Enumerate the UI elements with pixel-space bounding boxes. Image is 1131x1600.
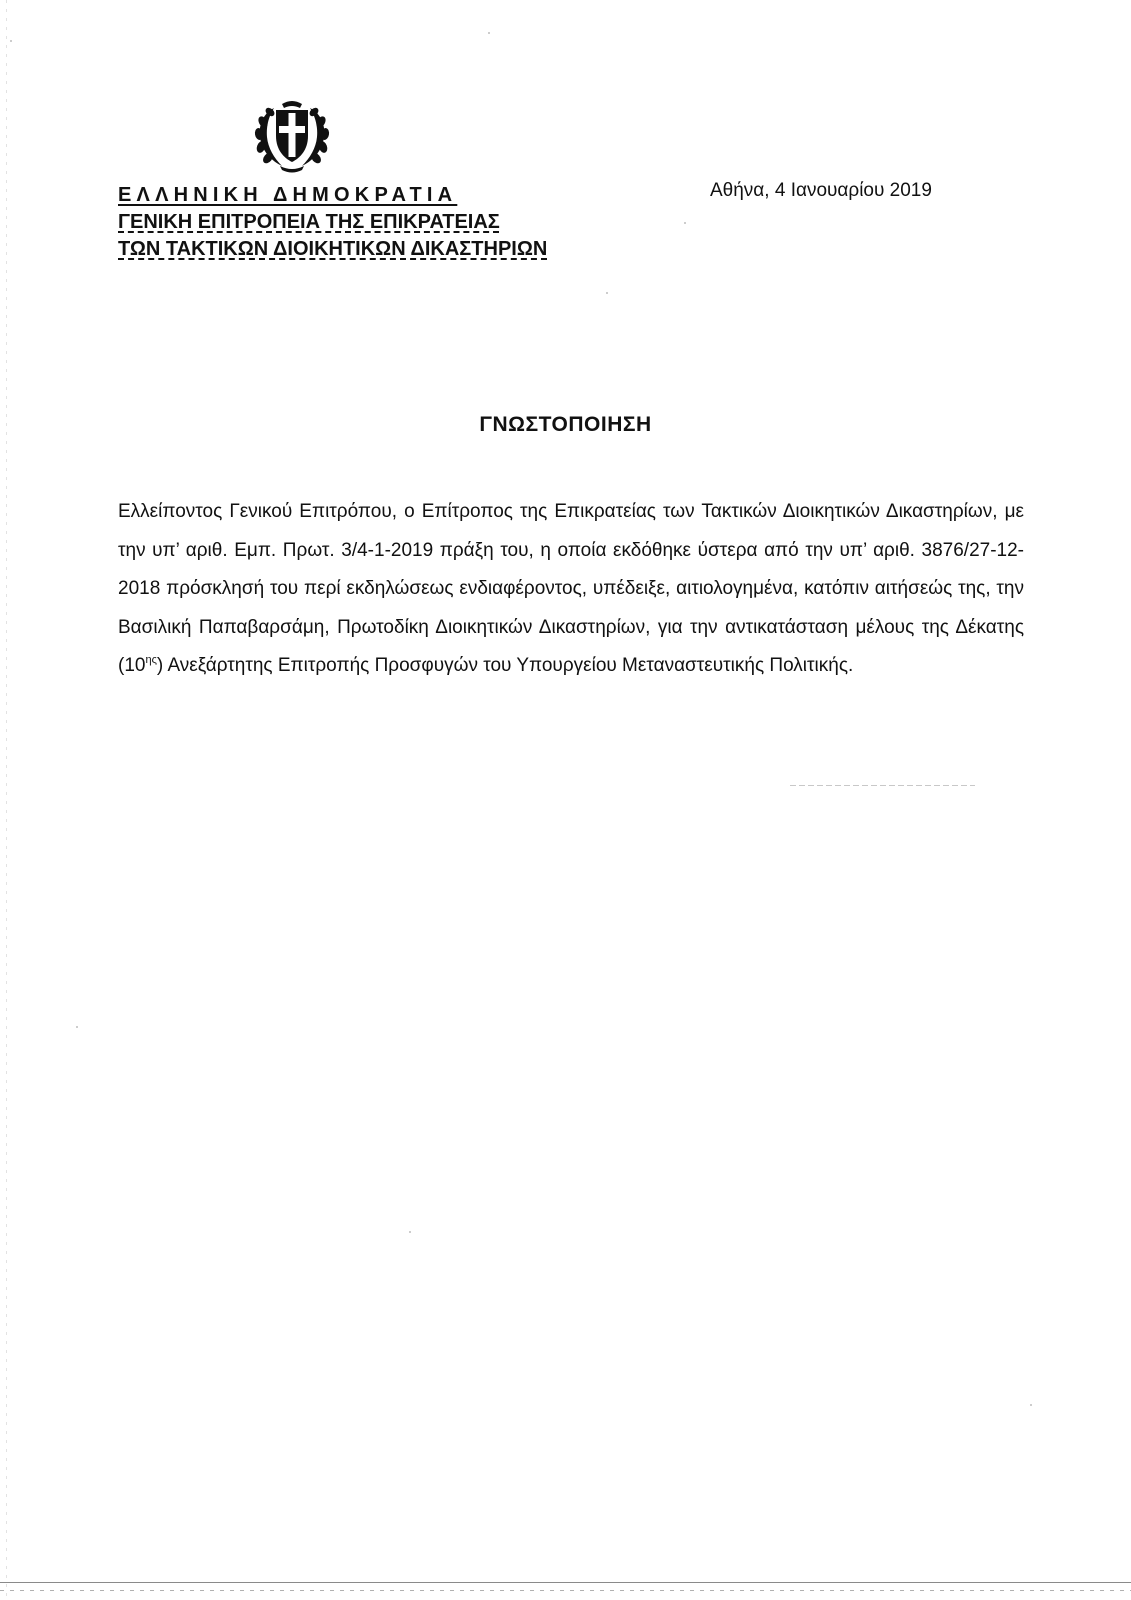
body-text-part: ) Ανεξάρτητης Επιτροπής Προσφυγών του Υπουργείου Μεταναστευτικής Πολιτικής. [156, 655, 854, 677]
scan-speckle [76, 1026, 78, 1028]
ordinal-superscript: ης [145, 654, 157, 667]
scan-speckle [488, 32, 490, 34]
scan-speckle [409, 1231, 411, 1233]
header-republic: ΕΛΛΗΝΙΚΗ ΔΗΜΟΚΡΑΤΙΑ [118, 184, 458, 206]
greek-coat-of-arms-icon [252, 96, 332, 176]
scan-speckle [1030, 1404, 1032, 1406]
body-text-part: Ελλείποντος Γενικού Επιτρόπου, ο Επίτροπος της Επικρατείας των Τακτικών Διοικητικών Δικαστηρίων, με την υπ’ αριθ. Εμπ. Πρωτ. 3/4-1-2019 πράξη του, η οποία εκδόθηκε ύστερα από την υπ’ αριθ. 3876/27-12-2018 πρόσκλησή του περί εκδηλώσεως ενδιαφέροντος, υπέδειξε, αιτιολογημένα, κατόπιν αιτήσεώς της, την Βασιλική Παπαβαρσάμη, Πρωτοδίκη Διοικητικών Δικαστηρίων, για την αντικατάσταση μέλους της Δέκατης (10 [118, 501, 1024, 677]
scan-speckle [606, 292, 608, 294]
scan-speckle [684, 222, 686, 224]
header-courts: ΤΩΝ ΤΑΚΤΙΚΩΝ ΔΙΟΙΚΗΤΙΚΩΝ ΔΙΚΑΣΤΗΡΙΩΝ [118, 238, 548, 260]
scan-edge-bottom-dashed [0, 1590, 1131, 1591]
document-date: Αθήνα, 4 Ιανουαρίου 2019 [710, 180, 932, 201]
scan-speckle [10, 40, 12, 42]
scan-artifact-line [790, 785, 975, 786]
document-title: ΓΝΩΣΤΟΠΟΙΗΣΗ [479, 413, 652, 436]
body-paragraph [118, 493, 1024, 686]
scan-edge-bottom [0, 1582, 1131, 1583]
issuer-header [118, 182, 638, 263]
scan-edge-left [6, 0, 7, 1600]
header-commission: ΓΕΝΙΚΗ ΕΠΙΤΡΟΠΕΙΑ ΤΗΣ ΕΠΙΚΡΑΤΕΙΑΣ [118, 211, 500, 233]
